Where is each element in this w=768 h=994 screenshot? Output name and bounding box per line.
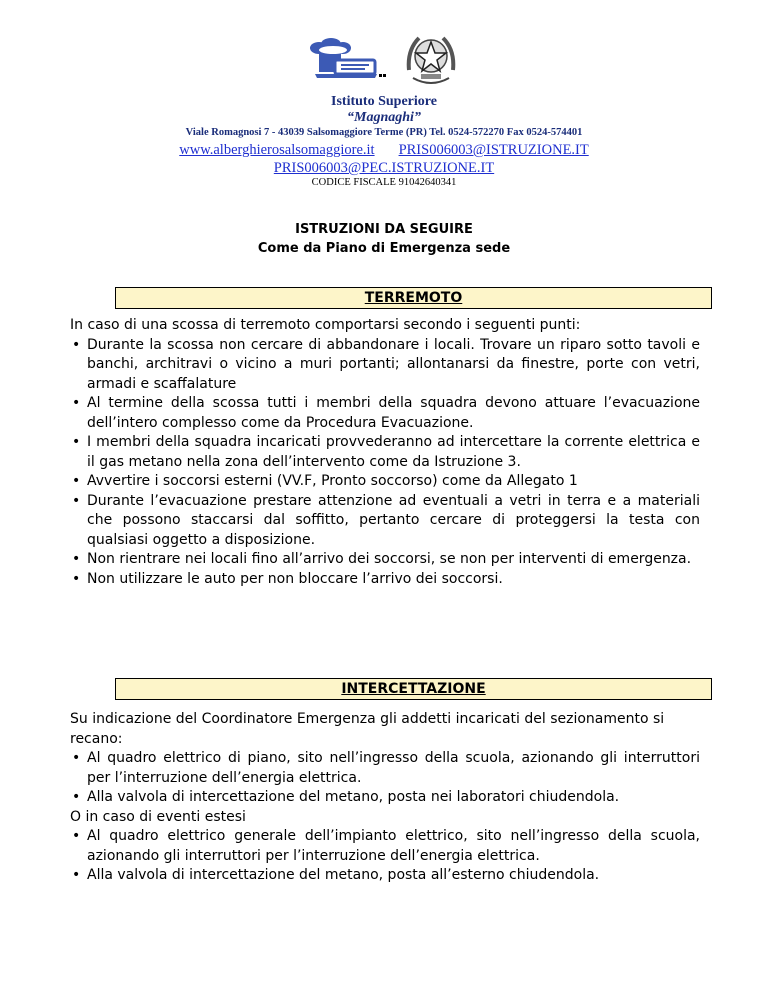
list-item: • Alla valvola di intercettazione del metano, posta nei laboratori chiudendola.	[70, 788, 700, 808]
institute-label: Istituto Superiore	[331, 94, 437, 109]
instruction-list	[70, 749, 700, 808]
list-item: • Avvertire i soccorsi esterni (VV.F, Pronto soccorso) come da Allegato 1	[70, 472, 700, 492]
email-link[interactable]: PRIS006003@ISTRUZIONE.IT	[398, 142, 589, 158]
list-item: • Non rientrare nei locali fino all’arrivo dei soccorsi, se non per interventi di emergenza.	[70, 550, 700, 570]
document-title: ISTRUZIONI DA SEGUIRE	[295, 222, 473, 237]
instruction-list	[70, 336, 700, 590]
list-item: • Durante la scossa non cercare di abbandonare i locali. Trovare un riparo sotto tavoli e banchi, architravi o vicino a muri portanti; allontanarsi da finestre, porte con vetri, armadi e scaffalature	[70, 336, 700, 395]
institute-address: Viale Romagnosi 7 - 43039 Salsomaggiore Terme (PR) Tel. 0524-572270 Fax 0524-574401	[185, 127, 583, 138]
list-item: • Durante l’evacuazione prestare attenzione ad eventuali a vetri in terra e a materiali che possono staccarsi dal soffitto, pertanto cercare di proteggersi la testa con qualsiasi oggetto a disposizione.	[70, 492, 700, 551]
document-subtitle: Come da Piano di Emergenza sede	[257, 241, 511, 256]
contact-links	[0, 142, 768, 159]
header-logos	[305, 30, 465, 90]
list-item: • Alla valvola di intercettazione del metano, posta all’esterno chiudendola.	[70, 866, 700, 886]
section-terremoto	[70, 316, 700, 589]
website-link[interactable]: www.alberghierosalsomaggiore.it	[179, 142, 375, 158]
pec-email-link[interactable]: PRIS006003@PEC.ISTRUZIONE.IT	[273, 160, 495, 176]
school-chef-logo	[305, 38, 390, 86]
italian-republic-emblem	[405, 30, 457, 86]
section-heading-terremoto: TERREMOTO	[115, 287, 712, 309]
list-item: • I membri della squadra incaricati provvederanno ad intercettare la corrente elettrica e il gas metano nella zona dell’intervento come da Istruzione 3.	[70, 433, 700, 472]
list-item: • Non utilizzare le auto per non bloccare l’arrivo dei soccorsi.	[70, 570, 700, 590]
list-item: • Al termine della scossa tutti i membri della squadra devono attuare l’evacuazione dell’intero complesso come da Procedura Evacuazione.	[70, 394, 700, 433]
institute-name: “Magnaghi”	[347, 110, 421, 125]
section-intercettazione	[70, 710, 700, 886]
section-intro: Su indicazione del Coordinatore Emergenza gli addetti incaricati del sezionamento si recano:	[70, 711, 665, 747]
instruction-list	[70, 827, 700, 886]
list-item: • Al quadro elettrico di piano, sito nell’ingresso della scuola, azionando gli interruttori per l’interruzione dell’energia elettrica.	[70, 749, 700, 788]
section-note: O in caso di eventi estesi	[70, 808, 246, 825]
fiscal-code: CODICE FISCALE 91042640341	[311, 177, 457, 188]
section-intro: In caso di una scossa di terremoto comportarsi secondo i seguenti punti:	[70, 317, 581, 333]
section-heading-intercettazione: INTERCETTAZIONE	[115, 678, 712, 700]
list-item: • Al quadro elettrico generale dell’impianto elettrico, sito nell’ingresso della scuola, azionando gli interruttori per l’interruzione dell’energia elettrica.	[70, 827, 700, 866]
